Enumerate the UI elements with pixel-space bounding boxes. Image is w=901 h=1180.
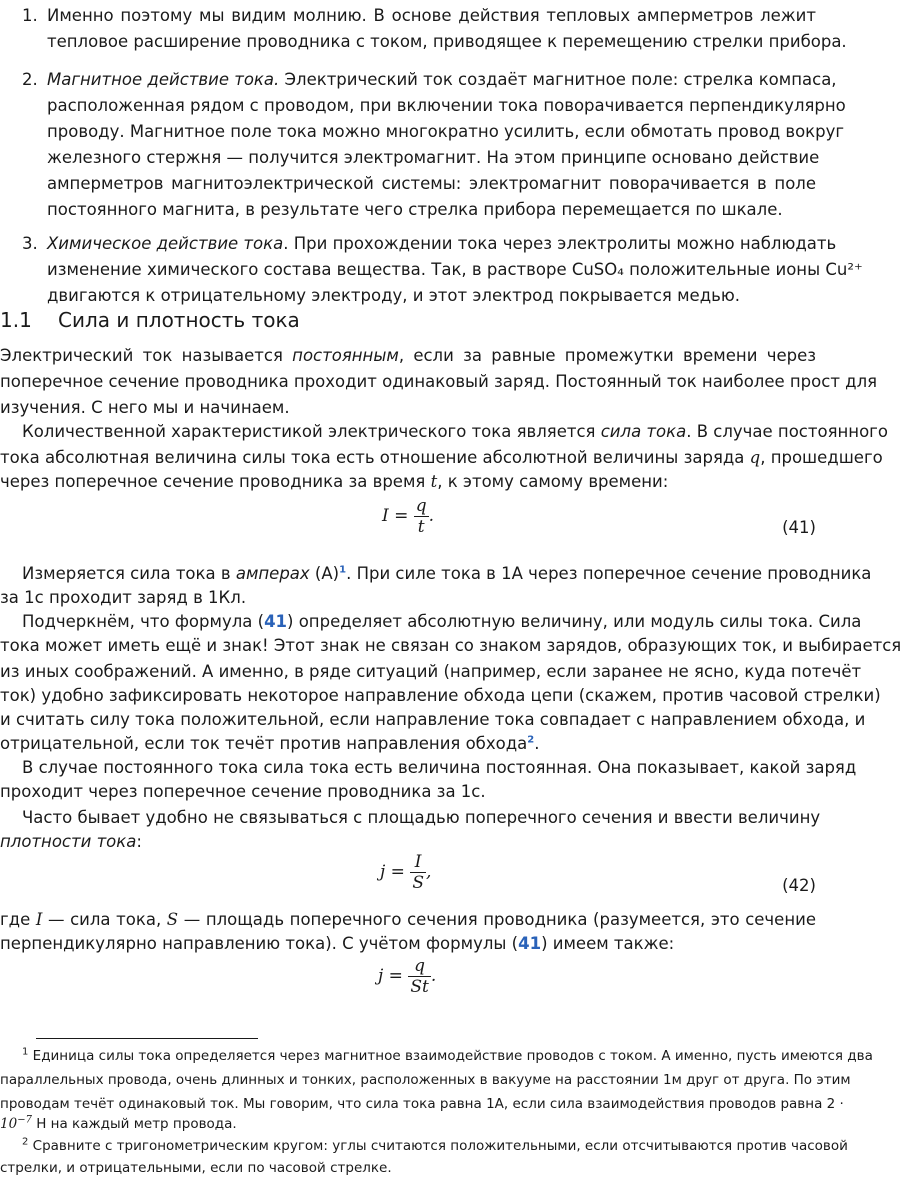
text-line: двигаются к отрицательному электроду, и этот электрод покрывается медью. — [47, 286, 740, 305]
text-line — [47, 68, 837, 94]
text-span: Единица силы тока определяется через магнитное взаимодействие проводов с током. А именно, пусть имеются два — [28, 1048, 873, 1064]
text-line: поперечное сечение проводника проходит одинаковый заряд. Постоянный ток наиболее прост для — [0, 372, 878, 391]
numerator: q — [414, 956, 426, 976]
text-line: ток) удобно зафиксировать некоторое направление обхода цепи (скажем, против часовой стрелки) — [0, 686, 881, 705]
text-line: проходит через поперечное сечение проводника за 1с. — [0, 782, 486, 801]
equation-unnumbered — [378, 956, 436, 997]
text-line — [22, 562, 872, 588]
section-title: Сила и плотность тока — [58, 308, 300, 332]
equation-punctuation: , — [425, 862, 432, 882]
denominator: t — [414, 516, 429, 537]
text-span: ) определяет абсолютную величину, или модуль силы тока. Сила — [287, 612, 862, 631]
footnote-mark: 1 — [22, 1046, 29, 1058]
list-number: 1. — [22, 6, 38, 25]
text-span: где — [0, 910, 36, 929]
fraction — [408, 956, 430, 997]
equation-punctuation: . — [430, 966, 437, 986]
math-symbol: q — [749, 448, 761, 467]
footnote-link-1[interactable]: 1 — [339, 564, 347, 576]
text-line — [0, 908, 816, 934]
equation-42 — [380, 852, 431, 893]
denominator: S — [412, 873, 424, 893]
equation-ref-link[interactable]: 41 — [264, 612, 288, 631]
text-span: (А) — [309, 564, 340, 583]
text-span: Н на каждый метр провода. — [31, 1116, 237, 1132]
text-line: амперметров магнитоэлектрической системы: электромагнит поворачивается в поле — [47, 174, 816, 193]
text-span: через поперечное сечение проводника за время — [0, 472, 431, 491]
text-line — [0, 344, 816, 370]
term-emphasis: сила тока — [600, 422, 687, 441]
text-line — [22, 610, 862, 636]
term-emphasis: плотности тока — [0, 832, 137, 851]
equation-number: (42) — [782, 876, 816, 895]
text-line — [47, 232, 837, 258]
text-span: Подчеркнём, что формула ( — [22, 612, 265, 631]
text-span: перпендикулярно направлению тока). С учётом формулы ( — [0, 934, 519, 953]
text-line: проводу. Магнитное поле тока можно многократно усилить, если обмотать провод вокруг — [47, 122, 845, 141]
math-symbol: S — [166, 910, 179, 929]
footnote-divider — [36, 1038, 258, 1039]
text-line: и считать силу тока положительной, если направление тока совпадает с направлением обхода, и — [0, 710, 866, 729]
numerator: I — [414, 852, 422, 872]
text-span: , прошедшего — [760, 448, 883, 467]
math-symbol: 10 — [0, 1116, 18, 1132]
footnote-2 — [22, 1136, 848, 1158]
footnote-line: стрелки, и отрицательными, если по часовой стрелке. — [0, 1160, 392, 1176]
text-line: железного стержня — получится электромагнит. На этом принципе основано действие — [47, 148, 820, 167]
section-heading — [0, 306, 300, 334]
text-span: Электрический ток создаёт магнитное поле: стрелка компаса, — [279, 70, 837, 89]
math-exponent: −7 — [17, 1114, 32, 1126]
text-line: тока может иметь ещё и знак! Этот знак не связан со знаком зарядов, образующих ток, и выбирается — [0, 636, 901, 655]
text-span: . — [534, 734, 540, 753]
text-line: Часто бывает удобно не связываться с площадью поперечного сечения и ввести величину — [22, 808, 821, 827]
equation-number: (41) — [782, 518, 816, 537]
text-line — [0, 732, 816, 758]
text-span: отрицательной, если ток течёт против направления обхода — [0, 734, 528, 753]
text-line: постоянного магнита, в результате чего стрелка прибора перемещается по шкале. — [47, 200, 783, 219]
footnote-mark: 2 — [22, 1136, 29, 1148]
equation-punctuation: . — [428, 506, 435, 526]
equation-lhs: j = — [378, 966, 403, 986]
text-line — [0, 470, 816, 496]
text-span: Количественной характеристикой электрического тока является — [22, 422, 601, 441]
text-span: , если за равные промежутки времени через — [398, 346, 816, 365]
text-span: ) имеем также: — [541, 934, 675, 953]
equation-lhs: I = — [382, 506, 409, 526]
text-span: Сравните с тригонометрическим кругом: углы считаются положительными, если отсчитываются против часовой — [28, 1138, 848, 1154]
fraction — [410, 852, 426, 893]
text-line: тепловое расширение проводника с током, приводящее к перемещению стрелки прибора. — [47, 32, 847, 51]
footnote-line — [0, 1114, 816, 1136]
text-span: , к этому самому времени: — [437, 472, 669, 491]
item-title: Химическое действие тока — [47, 234, 284, 253]
text-line: из иных соображений. А именно, в ряде ситуаций (например, если заранее не ясно, куда потечёт — [0, 662, 862, 681]
text-line — [0, 932, 816, 958]
section-number: 1.1 — [0, 308, 32, 332]
text-line: Именно поэтому мы видим молнию. В основе действия тепловых амперметров лежит — [47, 6, 816, 25]
text-span: — сила тока, — [42, 910, 167, 929]
item-title: Магнитное действие тока. — [47, 70, 280, 89]
footnote-1 — [22, 1046, 873, 1068]
footnote-link-2[interactable]: 2 — [527, 734, 535, 746]
equation-lhs: j = — [380, 862, 405, 882]
text-span: тока абсолютная величина силы тока есть отношение абсолютной величины заряда — [0, 448, 750, 467]
text-span: — площадь поперечного сечения проводника (разумеется, это сечение — [178, 910, 816, 929]
footnote-line: проводам течёт одинаковый ток. Мы говорим, что сила тока равна 1А, если сила взаимодействия проводов равна 2 · — [0, 1096, 844, 1112]
footnote-line: параллельных провода, очень длинных и тонких, расположенных в вакууме на расстоянии 1м друг от друга. По этим — [0, 1072, 851, 1088]
text-span: . При прохождении тока через электролиты можно наблюдать — [283, 234, 837, 253]
fraction — [414, 496, 429, 537]
text-line: расположенная рядом с проводом, при включении тока поворачивается перпендикулярно — [47, 96, 846, 115]
text-line — [0, 446, 883, 472]
term-emphasis: постоянным — [292, 346, 399, 365]
text-span: Измеряется сила тока в — [22, 564, 236, 583]
text-line: В случае постоянного тока сила тока есть величина постоянная. Она показывает, какой заряд — [22, 758, 857, 777]
equation-41 — [382, 496, 434, 537]
text-line: изучения. С него мы и начинаем. — [0, 398, 290, 417]
list-number: 3. — [22, 234, 38, 253]
text-line: за 1с проходит заряд в 1Кл. — [0, 588, 247, 607]
equation-ref-link[interactable]: 41 — [518, 934, 542, 953]
text-span: . В случае постоянного — [686, 422, 888, 441]
text-span: Электрический ток называется — [0, 346, 293, 365]
denominator: St — [410, 977, 429, 997]
text-line — [22, 420, 888, 446]
text-span: : — [136, 832, 142, 851]
text-line: изменение химического состава вещества. Так, в растворе CuSO₄ положительные ионы Cu²⁺ — [47, 260, 863, 279]
term-emphasis: амперах — [235, 564, 310, 583]
list-number: 2. — [22, 70, 38, 89]
text-span: . При силе тока в 1А через поперечное сечение проводника — [346, 564, 872, 583]
math-symbol: I — [35, 910, 43, 929]
numerator: q — [415, 496, 427, 516]
math-symbol: t — [430, 472, 438, 491]
